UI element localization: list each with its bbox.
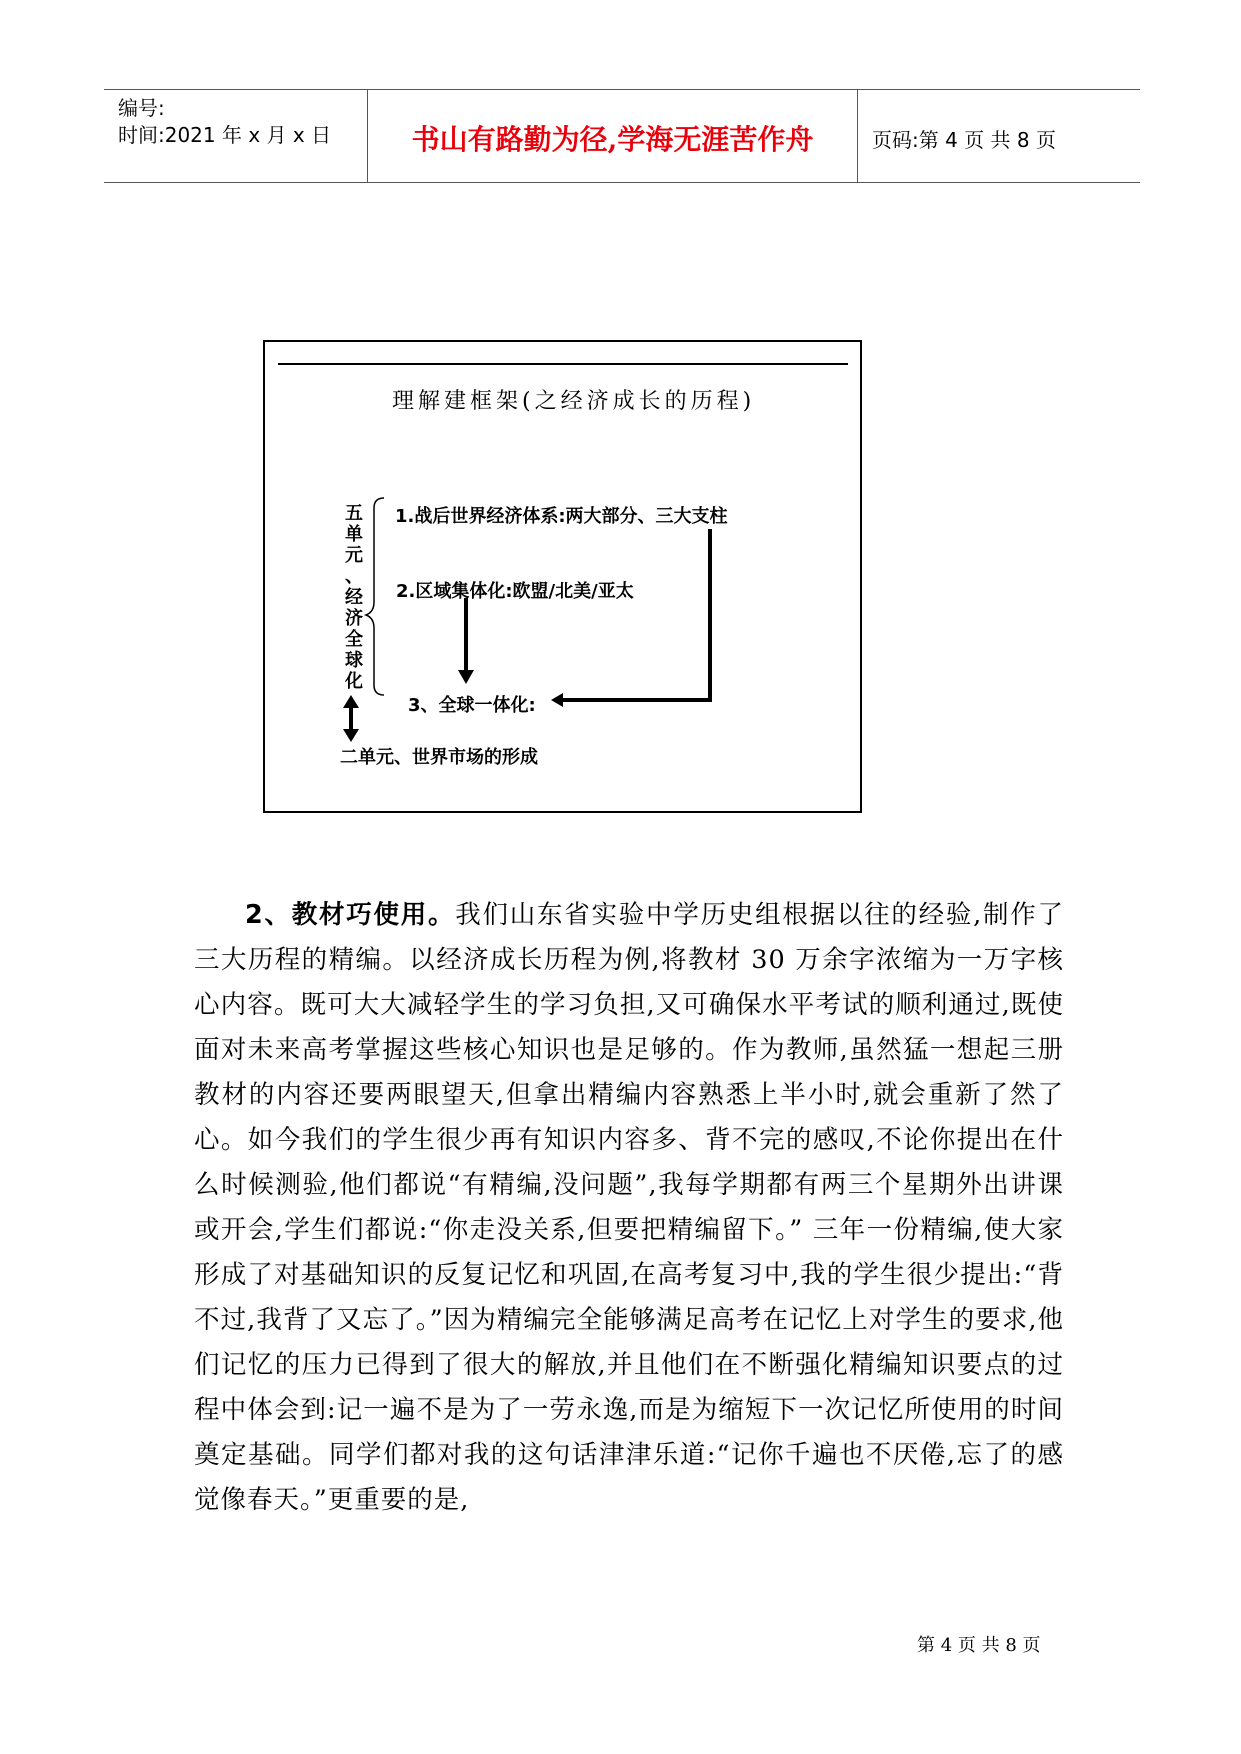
vertical-char: 球 [345, 650, 363, 671]
vertical-char: 、 [345, 566, 363, 587]
header-page-label: 页码:第 4 页 共 8 页 [872, 128, 1056, 152]
paragraph-text: 我们山东省实验中学历史组根据以往的经验,制作了三大历程的精编。以经济成长历程为例,将教材 30 万余字浓缩为一万字核心内容。既可大大减轻学生的学习负担,又可确保水平考试的顺利通过,既使面对未来高考掌握这些核心知识也是足够的。作为教师,虽然猛一想起三册教材的内容还要两眼望天,但拿出精编内容熟悉上半小时,就会重新了然了心。如今我们的学生很少再有知识内容多、背不完的感叹,不论你提出在什么时候测验,他们都说“有精编,没问题”,我每学期都有两三个星期外出讲课或开会,学生们都说:“你走没关系,但要把精编留下。” 三年一份精编,使大家形成了对基础知识的反复记忆和巩固,在高考复习中,我的学生很少提出:“背不过,我背了又忘了。”因为精编完全能够满足高考在记忆上对学生的要求,他们记忆的压力已得到了很大的解放,并且他们在不断强化精编知识要点的过程中体会到:记一遍不是为了一劳永逸,而是为缩短下一次记忆所使用的时间奠定基础。同学们都对我的这句话津津乐道:“记你千遍也不厌倦,忘了的感觉像春天。”更重要的是, [194, 900, 1064, 1515]
vertical-char: 化 [345, 671, 363, 692]
diagram-bottom-label: 二单元、世界市场的形成 [340, 747, 538, 768]
header-top-rule [104, 89, 1140, 90]
vertical-char: 经 [345, 587, 363, 608]
header-bottom-rule [104, 182, 1140, 183]
vertical-char: 济 [345, 608, 363, 629]
vertical-char: 元 [345, 545, 363, 566]
vertical-char: 全 [345, 629, 363, 650]
diagram-vertical-label [340, 503, 368, 692]
header-time-label: 时间:2021 年 x 月 x 日 [118, 123, 332, 147]
paragraph-lead: 2、教材巧使用。 [245, 900, 456, 930]
diagram-item-1: 1.战后世界经济体系:两大部分、三大支柱 [395, 506, 728, 527]
header-motto: 书山有路勤为径,学海无涯苦作舟 [411, 123, 814, 156]
diagram-item-2: 2.区域集体化:欧盟/北美/亚太 [396, 581, 634, 602]
header-divider-right [857, 89, 858, 182]
body-text [194, 893, 1064, 1523]
diagram-title: 理解建框架(之经济成长的历程) [392, 389, 756, 414]
footer-page-number: 第 4 页 共 8 页 [917, 1635, 1041, 1656]
vertical-char: 单 [345, 524, 363, 545]
body-paragraph [194, 893, 1064, 1523]
header-number-label: 编号: [118, 96, 165, 120]
vertical-char: 五 [345, 503, 363, 524]
diagram-item-3: 3、全球一体化: [408, 695, 536, 716]
